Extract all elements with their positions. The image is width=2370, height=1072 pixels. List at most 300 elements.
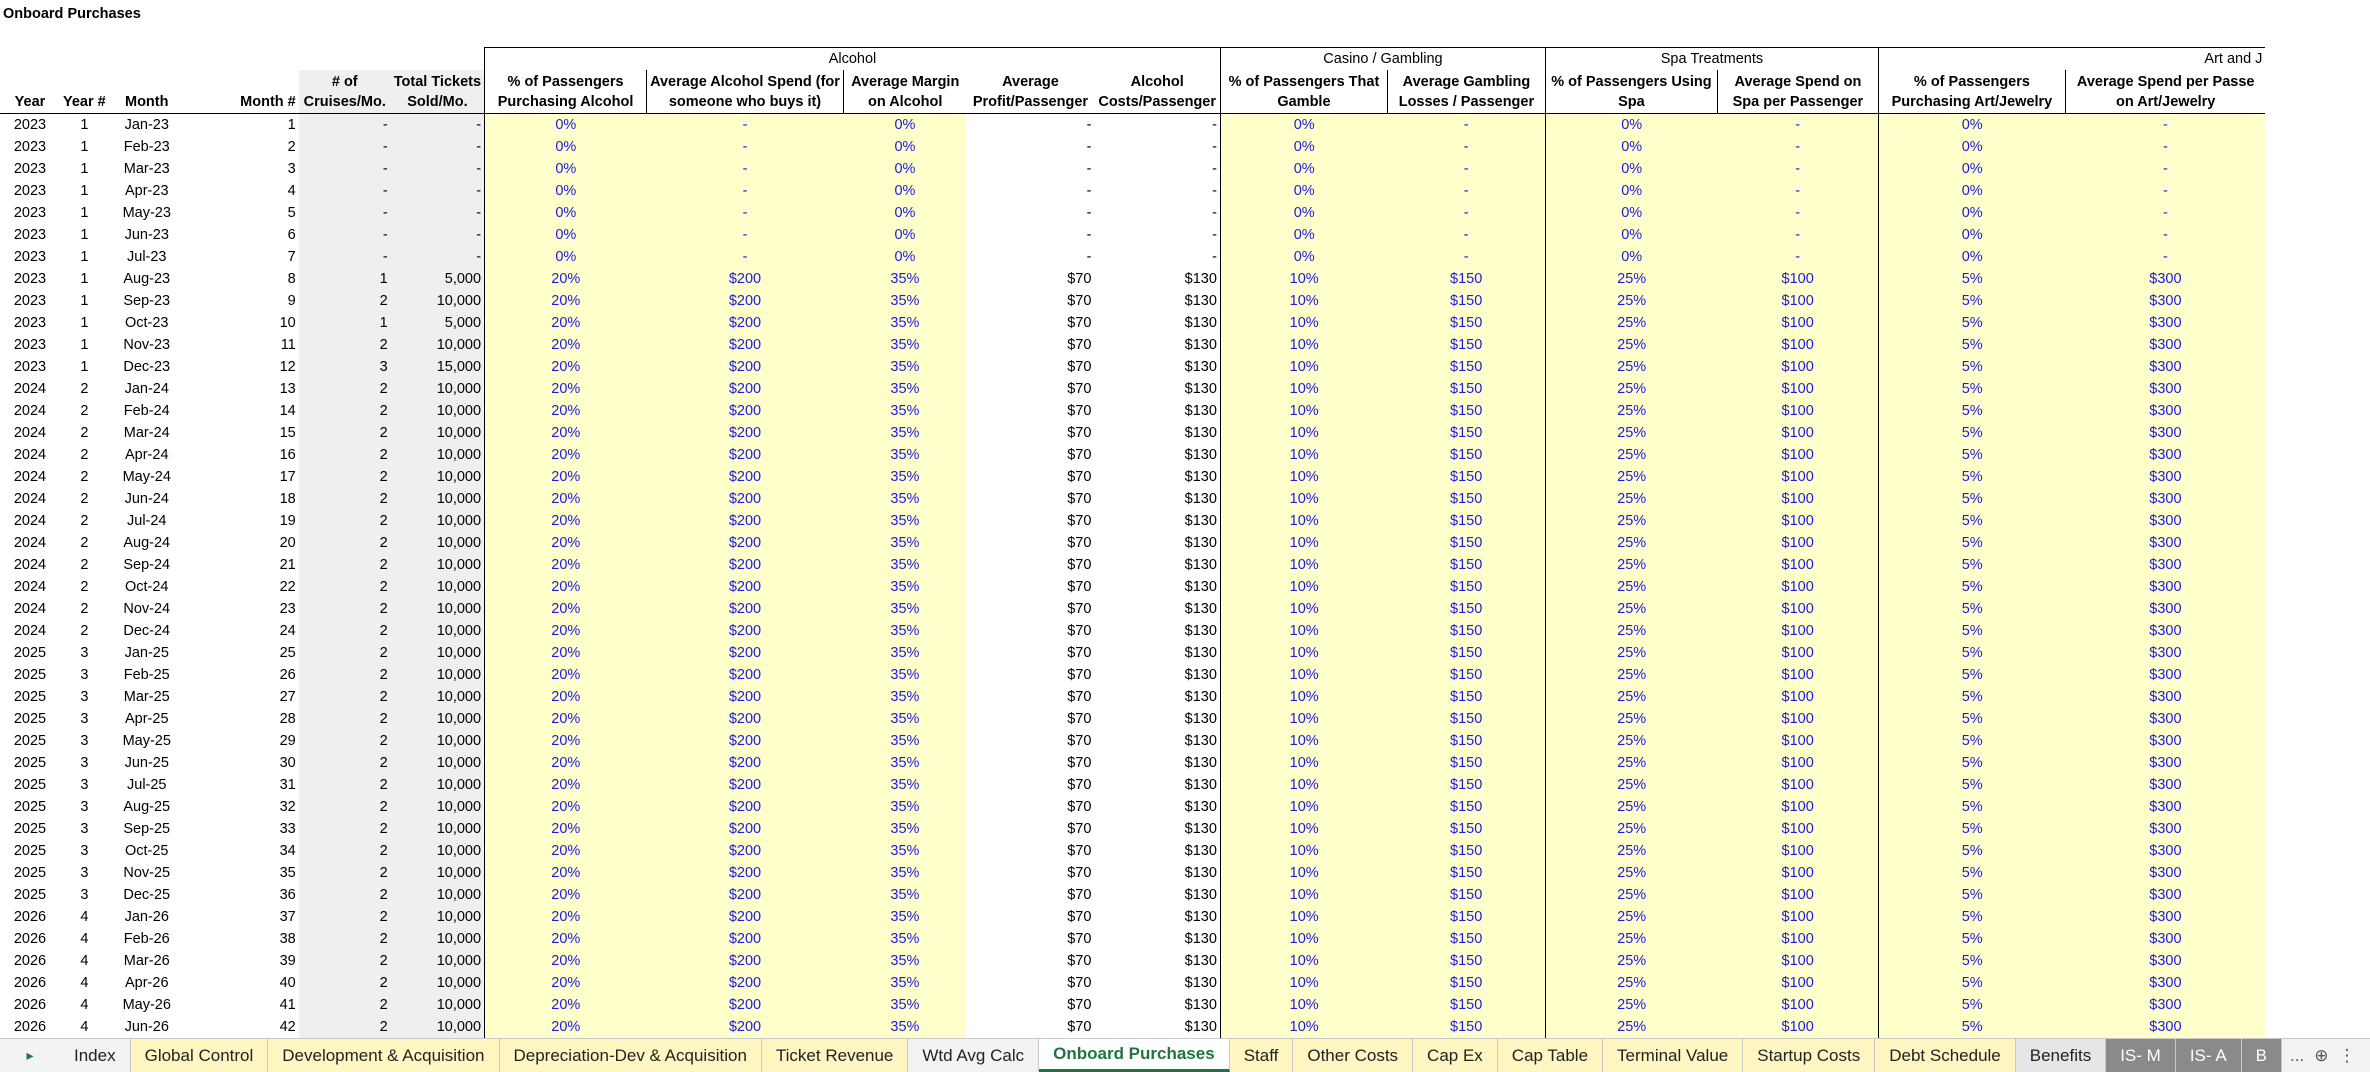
cell-pct-gamble[interactable]: 10% — [1220, 708, 1387, 730]
cell-month[interactable]: May-24 — [122, 469, 171, 485]
header-pct-gamble-line2[interactable]: Gamble — [1220, 92, 1387, 114]
cell-year-num[interactable]: 3 — [80, 821, 89, 837]
cell-pct-spa[interactable]: 25% — [1545, 488, 1717, 510]
cell-pct-alcohol[interactable]: 20% — [485, 1016, 647, 1038]
cell-pct-spa[interactable]: 25% — [1545, 422, 1717, 444]
cell-avg-alcohol-spend[interactable]: - — [647, 224, 844, 246]
cell-avg-gamble-loss[interactable]: $150 — [1387, 444, 1545, 466]
cell-tickets[interactable]: 10,000 — [391, 972, 485, 994]
cell-avg-margin[interactable]: 35% — [843, 532, 966, 554]
cell-year-num[interactable]: 1 — [80, 139, 89, 155]
cell-year[interactable]: 2025 — [13, 887, 47, 903]
cell-tickets[interactable]: - — [391, 202, 485, 224]
header-year-num-line2[interactable]: Year # — [60, 92, 109, 114]
cell-avg-spa[interactable]: $100 — [1717, 928, 1878, 950]
cell-avg-art[interactable]: - — [2065, 224, 2265, 246]
header-year-num-line1[interactable] — [60, 70, 109, 92]
cell-alcohol-costs[interactable]: $130 — [1184, 953, 1217, 969]
cell-avg-margin[interactable]: 35% — [843, 730, 966, 752]
cell-pct-gamble[interactable]: 10% — [1220, 488, 1387, 510]
cell-avg-profit[interactable]: $70 — [1067, 733, 1092, 749]
cell-avg-margin[interactable]: 35% — [843, 312, 966, 334]
cell-avg-profit[interactable]: $70 — [1067, 711, 1092, 727]
cell-avg-profit[interactable]: $70 — [1067, 381, 1092, 397]
cell-pct-art[interactable]: 5% — [1878, 290, 2065, 312]
cell-avg-margin[interactable]: 35% — [843, 818, 966, 840]
cell-avg-spa[interactable]: $100 — [1717, 422, 1878, 444]
cell-year[interactable]: 2026 — [13, 931, 47, 947]
cell-avg-margin[interactable]: 35% — [843, 444, 966, 466]
cell-pct-art[interactable]: 5% — [1878, 686, 2065, 708]
cell-month[interactable]: Jan-23 — [124, 117, 169, 133]
cell-pct-alcohol[interactable]: 20% — [485, 532, 647, 554]
sheet-tab-index[interactable]: Index — [60, 1039, 131, 1072]
cell-tickets[interactable]: 10,000 — [391, 642, 485, 664]
cell-tickets[interactable]: 10,000 — [391, 620, 485, 642]
cell-avg-art[interactable]: $300 — [2065, 444, 2265, 466]
cell-month[interactable]: Apr-25 — [124, 711, 169, 727]
cell-avg-spa[interactable]: $100 — [1717, 730, 1878, 752]
cell-avg-art[interactable]: $300 — [2065, 972, 2265, 994]
cell-avg-margin[interactable]: 35% — [843, 598, 966, 620]
cell-pct-gamble[interactable]: 10% — [1220, 1016, 1387, 1038]
sheet-tab-startup-costs[interactable]: Startup Costs — [1743, 1039, 1875, 1072]
cell-year[interactable]: 2023 — [13, 183, 47, 199]
cell-year[interactable]: 2026 — [13, 953, 47, 969]
cell-pct-alcohol[interactable]: 20% — [485, 422, 647, 444]
cell-pct-alcohol[interactable]: 20% — [485, 972, 647, 994]
cell-year-num[interactable]: 3 — [80, 711, 89, 727]
cell-avg-alcohol-spend[interactable]: - — [647, 114, 844, 137]
header-pct-alcohol-line2[interactable]: Purchasing Alcohol — [485, 92, 647, 114]
cell-alcohol-costs[interactable]: $130 — [1184, 425, 1217, 441]
cell-month-num[interactable]: 3 — [287, 161, 296, 177]
cell-pct-gamble[interactable]: 10% — [1220, 906, 1387, 928]
cell-avg-profit[interactable]: $70 — [1067, 777, 1092, 793]
add-sheet-icon[interactable]: ⊕ — [2314, 1045, 2329, 1065]
cell-year[interactable]: 2023 — [13, 205, 47, 221]
cell-avg-margin[interactable]: 35% — [843, 774, 966, 796]
cell-avg-spa[interactable]: $100 — [1717, 488, 1878, 510]
cell-pct-art[interactable]: 0% — [1878, 114, 2065, 137]
cell-pct-art[interactable]: 5% — [1878, 510, 2065, 532]
cell-alcohol-costs[interactable]: $130 — [1184, 271, 1217, 287]
cell-avg-gamble-loss[interactable]: $150 — [1387, 796, 1545, 818]
cell-month-num[interactable]: 41 — [279, 997, 296, 1013]
cell-avg-spa[interactable]: $100 — [1717, 686, 1878, 708]
cell-pct-art[interactable]: 5% — [1878, 994, 2065, 1016]
cell-month-num[interactable]: 42 — [279, 1019, 296, 1035]
cell-avg-margin[interactable]: 35% — [843, 268, 966, 290]
cell-avg-gamble-loss[interactable]: $150 — [1387, 268, 1545, 290]
cell-avg-alcohol-spend[interactable]: $200 — [647, 994, 844, 1016]
cell-pct-alcohol[interactable]: 20% — [485, 774, 647, 796]
cell-avg-art[interactable]: $300 — [2065, 378, 2265, 400]
cell-pct-spa[interactable]: 0% — [1545, 246, 1717, 268]
cell-pct-alcohol[interactable]: 20% — [485, 928, 647, 950]
cell-pct-spa[interactable]: 25% — [1545, 708, 1717, 730]
cell-pct-alcohol[interactable]: 20% — [485, 466, 647, 488]
cell-tickets[interactable]: 10,000 — [391, 422, 485, 444]
cell-avg-spa[interactable]: $100 — [1717, 290, 1878, 312]
cell-avg-profit[interactable]: $70 — [1067, 667, 1092, 683]
cell-year[interactable]: 2024 — [13, 491, 47, 507]
cell-avg-profit[interactable]: $70 — [1067, 843, 1092, 859]
cell-cruises[interactable]: 2 — [299, 444, 391, 466]
cell-avg-spa[interactable]: $100 — [1717, 554, 1878, 576]
cell-year-num[interactable]: 1 — [80, 359, 89, 375]
cell-pct-art[interactable]: 5% — [1878, 664, 2065, 686]
header-avg-margin-line2[interactable]: on Alcohol — [843, 92, 966, 114]
cell-pct-spa[interactable]: 25% — [1545, 576, 1717, 598]
cell-month-num[interactable]: 4 — [287, 183, 296, 199]
cell-avg-gamble-loss[interactable]: $150 — [1387, 994, 1545, 1016]
cell-month-num[interactable]: 31 — [279, 777, 296, 793]
cell-cruises[interactable]: - — [299, 224, 391, 246]
cell-avg-alcohol-spend[interactable]: $200 — [647, 840, 844, 862]
sheet-tab-cap-ex[interactable]: Cap Ex — [1413, 1039, 1498, 1072]
cell-cruises[interactable]: 2 — [299, 708, 391, 730]
cell-avg-art[interactable]: - — [2065, 202, 2265, 224]
cell-pct-alcohol[interactable]: 20% — [485, 356, 647, 378]
cell-avg-art[interactable]: $300 — [2065, 708, 2265, 730]
cell-cruises[interactable]: 2 — [299, 862, 391, 884]
cell-year[interactable]: 2024 — [13, 513, 47, 529]
cell-pct-gamble[interactable]: 10% — [1220, 400, 1387, 422]
cell-avg-margin[interactable]: 35% — [843, 884, 966, 906]
cell-avg-art[interactable]: $300 — [2065, 334, 2265, 356]
cell-pct-alcohol[interactable]: 20% — [485, 510, 647, 532]
cell-pct-alcohol[interactable]: 20% — [485, 906, 647, 928]
cell-pct-alcohol[interactable]: 0% — [485, 114, 647, 137]
cell-alcohol-costs[interactable]: $130 — [1184, 535, 1217, 551]
cell-tickets[interactable]: 10,000 — [391, 950, 485, 972]
cell-pct-gamble[interactable]: 10% — [1220, 774, 1387, 796]
cell-cruises[interactable]: - — [299, 114, 391, 137]
cell-alcohol-costs[interactable]: $130 — [1184, 447, 1217, 463]
cell-avg-art[interactable]: $300 — [2065, 356, 2265, 378]
header-avg-profit-line2[interactable]: Profit/Passenger — [966, 92, 1094, 114]
cell-year-num[interactable]: 1 — [80, 183, 89, 199]
cell-tickets[interactable]: 10,000 — [391, 708, 485, 730]
cell-avg-margin[interactable]: 35% — [843, 356, 966, 378]
cell-avg-margin[interactable]: 35% — [843, 708, 966, 730]
cell-year-num[interactable]: 1 — [80, 293, 89, 309]
cell-year-num[interactable]: 3 — [80, 755, 89, 771]
header-pct-spa-line2[interactable]: Spa — [1545, 92, 1717, 114]
cell-avg-profit[interactable]: $70 — [1067, 557, 1092, 573]
cell-year-num[interactable]: 2 — [80, 623, 89, 639]
cell-month-num[interactable]: 8 — [287, 271, 296, 287]
cell-year-num[interactable]: 1 — [80, 337, 89, 353]
cell-alcohol-costs[interactable]: $130 — [1184, 865, 1217, 881]
cell-cruises[interactable]: 3 — [299, 356, 391, 378]
cell-tickets[interactable]: 10,000 — [391, 400, 485, 422]
cell-avg-profit[interactable]: $70 — [1067, 865, 1092, 881]
cell-tickets[interactable]: 10,000 — [391, 906, 485, 928]
cell-avg-margin[interactable]: 35% — [843, 576, 966, 598]
cell-year-num[interactable]: 3 — [80, 799, 89, 815]
cell-pct-alcohol[interactable]: 20% — [485, 708, 647, 730]
cell-year[interactable]: 2023 — [13, 337, 47, 353]
cell-year[interactable]: 2025 — [13, 733, 47, 749]
header-pct-gamble-line1[interactable]: % of Passengers That — [1220, 70, 1387, 92]
sheet-tab-benefits[interactable]: Benefits — [2016, 1039, 2106, 1072]
cell-avg-gamble-loss[interactable]: - — [1387, 136, 1545, 158]
cell-alcohol-costs[interactable]: $130 — [1184, 821, 1217, 837]
cell-pct-alcohol[interactable]: 20% — [485, 400, 647, 422]
cell-avg-art[interactable]: $300 — [2065, 928, 2265, 950]
cell-avg-spa[interactable]: $100 — [1717, 400, 1878, 422]
cell-pct-art[interactable]: 5% — [1878, 642, 2065, 664]
cell-avg-spa[interactable]: - — [1717, 180, 1878, 202]
cell-avg-spa[interactable]: $100 — [1717, 752, 1878, 774]
cell-month[interactable]: Oct-25 — [124, 843, 169, 859]
cell-pct-gamble[interactable]: 10% — [1220, 312, 1387, 334]
cell-pct-spa[interactable]: 25% — [1545, 620, 1717, 642]
cell-month[interactable]: Oct-24 — [124, 579, 169, 595]
cell-pct-spa[interactable]: 25% — [1545, 444, 1717, 466]
header-pct-alcohol-line1[interactable]: % of Passengers — [485, 70, 647, 92]
cell-pct-spa[interactable]: 25% — [1545, 664, 1717, 686]
cell-month-num[interactable]: 5 — [287, 205, 296, 221]
cell-year[interactable]: 2023 — [13, 161, 47, 177]
cell-year-num[interactable]: 2 — [80, 469, 89, 485]
cell-pct-alcohol[interactable]: 20% — [485, 576, 647, 598]
sheet-title[interactable]: Onboard Purchases — [3, 6, 141, 22]
cell-avg-alcohol-spend[interactable]: - — [647, 180, 844, 202]
cell-year[interactable]: 2023 — [13, 293, 47, 309]
cell-year-num[interactable]: 2 — [80, 403, 89, 419]
cell-year-num[interactable]: 2 — [80, 425, 89, 441]
cell-alcohol-costs[interactable]: $130 — [1184, 645, 1217, 661]
cell-avg-art[interactable]: $300 — [2065, 290, 2265, 312]
cell-pct-alcohol[interactable]: 20% — [485, 884, 647, 906]
cell-avg-gamble-loss[interactable]: - — [1387, 158, 1545, 180]
header-month-line2[interactable]: Month — [109, 92, 185, 114]
cell-cruises[interactable]: - — [299, 136, 391, 158]
cell-cruises[interactable]: 2 — [299, 532, 391, 554]
cell-avg-margin[interactable]: 0% — [843, 202, 966, 224]
cell-pct-alcohol[interactable]: 20% — [485, 686, 647, 708]
cell-avg-alcohol-spend[interactable]: $200 — [647, 642, 844, 664]
cell-month-num[interactable]: 35 — [279, 865, 296, 881]
cell-pct-spa[interactable]: 25% — [1545, 598, 1717, 620]
cell-avg-spa[interactable]: $100 — [1717, 510, 1878, 532]
cell-cruises[interactable]: 2 — [299, 906, 391, 928]
cell-pct-gamble[interactable]: 0% — [1220, 202, 1387, 224]
cell-tickets[interactable]: 10,000 — [391, 774, 485, 796]
cell-pct-gamble[interactable]: 10% — [1220, 994, 1387, 1016]
cell-avg-gamble-loss[interactable]: $150 — [1387, 422, 1545, 444]
cell-tickets[interactable]: 15,000 — [391, 356, 485, 378]
cell-pct-art[interactable]: 5% — [1878, 268, 2065, 290]
cell-pct-gamble[interactable]: 10% — [1220, 444, 1387, 466]
cell-avg-gamble-loss[interactable]: $150 — [1387, 356, 1545, 378]
cell-pct-art[interactable]: 5% — [1878, 818, 2065, 840]
cell-pct-spa[interactable]: 25% — [1545, 752, 1717, 774]
header-cruises-line2[interactable]: Cruises/Mo. — [299, 92, 391, 114]
cell-month-num[interactable]: 1 — [287, 117, 296, 133]
cell-month-num[interactable]: 9 — [287, 293, 296, 309]
cell-alcohol-costs[interactable]: $130 — [1184, 403, 1217, 419]
cell-cruises[interactable]: 1 — [299, 268, 391, 290]
cell-pct-alcohol[interactable]: 20% — [485, 840, 647, 862]
cell-pct-gamble[interactable]: 0% — [1220, 114, 1387, 137]
cell-pct-spa[interactable]: 25% — [1545, 906, 1717, 928]
cell-tickets[interactable]: 10,000 — [391, 576, 485, 598]
cell-pct-art[interactable]: 5% — [1878, 400, 2065, 422]
cell-pct-art[interactable]: 5% — [1878, 774, 2065, 796]
cell-pct-spa[interactable]: 25% — [1545, 928, 1717, 950]
cell-avg-profit[interactable]: $70 — [1067, 315, 1092, 331]
sheet-tab-other-costs[interactable]: Other Costs — [1293, 1039, 1413, 1072]
cell-avg-gamble-loss[interactable]: $150 — [1387, 554, 1545, 576]
cell-avg-art[interactable]: $300 — [2065, 686, 2265, 708]
cell-month[interactable]: May-26 — [122, 997, 171, 1013]
cell-avg-art[interactable]: - — [2065, 246, 2265, 268]
header-alcohol-costs-line1[interactable]: Alcohol — [1130, 73, 1184, 90]
header-pct-art-line2[interactable]: Purchasing Art/Jewelry — [1878, 92, 2065, 114]
cell-avg-alcohol-spend[interactable]: $200 — [647, 378, 844, 400]
cell-pct-art[interactable]: 5% — [1878, 796, 2065, 818]
cell-year[interactable]: 2025 — [13, 843, 47, 859]
cell-cruises[interactable]: 2 — [299, 598, 391, 620]
cell-year[interactable]: 2024 — [13, 403, 47, 419]
cell-avg-margin[interactable]: 35% — [843, 466, 966, 488]
cell-avg-profit[interactable]: $70 — [1067, 403, 1092, 419]
cell-month[interactable]: Feb-25 — [123, 667, 170, 683]
cell-pct-art[interactable]: 0% — [1878, 224, 2065, 246]
cell-cruises[interactable]: 2 — [299, 400, 391, 422]
cell-cruises[interactable]: 2 — [299, 664, 391, 686]
cell-pct-gamble[interactable]: 0% — [1220, 158, 1387, 180]
cell-avg-profit[interactable]: - — [1086, 227, 1092, 243]
cell-pct-art[interactable]: 0% — [1878, 180, 2065, 202]
group-header-casino[interactable]: Casino / Gambling — [1220, 47, 1545, 70]
cell-avg-alcohol-spend[interactable]: $200 — [647, 906, 844, 928]
cell-avg-spa[interactable]: $100 — [1717, 444, 1878, 466]
header-year-line2[interactable]: Year — [0, 92, 60, 114]
cell-year-num[interactable]: 1 — [80, 315, 89, 331]
cell-avg-art[interactable]: $300 — [2065, 664, 2265, 686]
cell-month[interactable]: Oct-23 — [124, 315, 169, 331]
cell-avg-profit[interactable]: $70 — [1067, 293, 1092, 309]
cell-month-num[interactable]: 24 — [279, 623, 296, 639]
cell-month[interactable]: Jul-23 — [127, 249, 167, 265]
header-month-num-line2[interactable]: Month # — [185, 92, 299, 114]
cell-year[interactable]: 2023 — [13, 249, 47, 265]
cell-month[interactable]: Aug-23 — [123, 271, 171, 287]
header-year-line1[interactable] — [0, 70, 60, 92]
group-header-alcohol[interactable]: Alcohol — [485, 47, 1221, 70]
cell-month[interactable]: Dec-23 — [123, 359, 171, 375]
cell-avg-spa[interactable]: $100 — [1717, 972, 1878, 994]
cell-avg-alcohol-spend[interactable]: $200 — [647, 422, 844, 444]
cell-avg-art[interactable]: $300 — [2065, 950, 2265, 972]
cell-year[interactable]: 2025 — [13, 865, 47, 881]
cell-pct-spa[interactable]: 25% — [1545, 642, 1717, 664]
cell-month-num[interactable]: 26 — [279, 667, 296, 683]
cell-avg-art[interactable]: $300 — [2065, 752, 2265, 774]
cell-pct-alcohol[interactable]: 20% — [485, 488, 647, 510]
cell-month-num[interactable]: 22 — [279, 579, 296, 595]
cell-pct-art[interactable]: 0% — [1878, 246, 2065, 268]
cell-alcohol-costs[interactable]: $130 — [1184, 381, 1217, 397]
cell-avg-spa[interactable]: $100 — [1717, 950, 1878, 972]
cell-year-num[interactable]: 2 — [80, 513, 89, 529]
cell-tickets[interactable]: 10,000 — [391, 510, 485, 532]
cell-avg-margin[interactable]: 35% — [843, 620, 966, 642]
cell-month-num[interactable]: 27 — [279, 689, 296, 705]
cell-avg-spa[interactable]: $100 — [1717, 818, 1878, 840]
cell-pct-alcohol[interactable]: 20% — [485, 862, 647, 884]
cell-avg-profit[interactable]: $70 — [1067, 447, 1092, 463]
cell-avg-spa[interactable]: $100 — [1717, 334, 1878, 356]
cell-pct-alcohol[interactable]: 20% — [485, 642, 647, 664]
cell-avg-gamble-loss[interactable]: $150 — [1387, 708, 1545, 730]
cell-pct-gamble[interactable]: 10% — [1220, 554, 1387, 576]
sheet-tab-development-acquisition[interactable]: Development & Acquisition — [268, 1039, 499, 1072]
cell-avg-profit[interactable]: $70 — [1067, 997, 1092, 1013]
cell-avg-spa[interactable]: $100 — [1717, 598, 1878, 620]
cell-avg-profit[interactable]: $70 — [1067, 887, 1092, 903]
cell-pct-alcohol[interactable]: 20% — [485, 796, 647, 818]
sheet-options-icon[interactable]: ⋮ — [2338, 1045, 2356, 1065]
cell-tickets[interactable]: 10,000 — [391, 840, 485, 862]
cell-month[interactable]: Jun-24 — [124, 491, 169, 507]
cell-pct-gamble[interactable]: 10% — [1220, 950, 1387, 972]
cell-pct-gamble[interactable]: 10% — [1220, 598, 1387, 620]
cell-cruises[interactable]: 2 — [299, 422, 391, 444]
cell-pct-spa[interactable]: 25% — [1545, 730, 1717, 752]
cell-pct-art[interactable]: 5% — [1878, 752, 2065, 774]
cell-avg-art[interactable]: $300 — [2065, 422, 2265, 444]
cell-pct-gamble[interactable]: 10% — [1220, 532, 1387, 554]
cell-month[interactable]: Sep-24 — [123, 557, 171, 573]
cell-avg-margin[interactable]: 35% — [843, 994, 966, 1016]
cell-avg-profit[interactable]: - — [1086, 249, 1092, 265]
cell-month-num[interactable]: 6 — [287, 227, 296, 243]
cell-avg-alcohol-spend[interactable]: $200 — [647, 928, 844, 950]
cell-year[interactable]: 2025 — [13, 755, 47, 771]
cell-avg-art[interactable]: $300 — [2065, 532, 2265, 554]
cell-avg-art[interactable]: $300 — [2065, 818, 2265, 840]
cell-avg-gamble-loss[interactable]: $150 — [1387, 774, 1545, 796]
cell-tickets[interactable]: - — [391, 246, 485, 268]
cell-alcohol-costs[interactable]: $130 — [1184, 931, 1217, 947]
cell-alcohol-costs[interactable]: $130 — [1184, 293, 1217, 309]
header-month-line1[interactable] — [109, 70, 185, 92]
cell-alcohol-costs[interactable]: - — [1212, 117, 1217, 133]
cell-pct-alcohol[interactable]: 20% — [485, 378, 647, 400]
cell-month[interactable]: Jul-25 — [127, 777, 167, 793]
cell-pct-gamble[interactable]: 10% — [1220, 840, 1387, 862]
cell-avg-art[interactable]: $300 — [2065, 796, 2265, 818]
cell-month[interactable]: Sep-23 — [123, 293, 171, 309]
cell-pct-gamble[interactable]: 10% — [1220, 928, 1387, 950]
cell-avg-art[interactable]: - — [2065, 180, 2265, 202]
cell-avg-alcohol-spend[interactable]: $200 — [647, 950, 844, 972]
cell-year-num[interactable]: 3 — [80, 689, 89, 705]
cell-pct-art[interactable]: 5% — [1878, 840, 2065, 862]
header-avg-spa-line1[interactable]: Average Spend on — [1717, 70, 1878, 92]
cell-avg-art[interactable]: $300 — [2065, 1016, 2265, 1038]
cell-year-num[interactable]: 3 — [80, 865, 89, 881]
cell-avg-profit[interactable]: $70 — [1067, 425, 1092, 441]
cell-avg-gamble-loss[interactable]: $150 — [1387, 488, 1545, 510]
cell-month[interactable]: Jun-26 — [124, 1019, 169, 1035]
